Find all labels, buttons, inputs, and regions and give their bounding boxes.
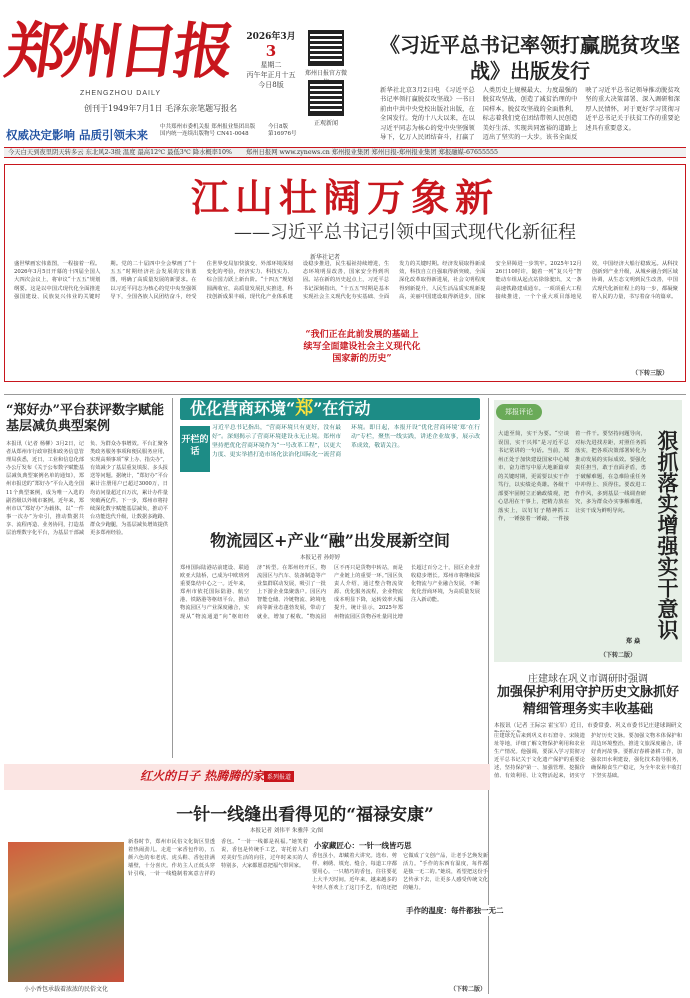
right-story2-body (494, 732, 682, 992)
date-weekday: 星期二 (260, 61, 282, 69)
masthead-founded: 创刊于1949年7月1日 毛泽东亲笔题写报名 (84, 104, 238, 113)
masthead-english: ZHENGZHOU DAILY (80, 90, 161, 97)
continued-label[interactable]: （下转三版） (632, 370, 669, 377)
photo-caption: 小小香包承载着浓浓的民俗文化 (23, 986, 108, 993)
issue-pages: 今日8版 (268, 124, 288, 130)
bottom-story-byline: 本报记者 刘伟平 朱雅萍 文/图 (250, 828, 324, 834)
right-headline[interactable]: 《习近平总书记率领打赢脱贫攻坚战》出版发行 (380, 33, 680, 83)
date-day: 3 (265, 42, 277, 60)
bottom-story-text1: 新春时节，郑州市民俗文化街区里透着热闹劲儿。走进一家香包作坊，五颜六色的布老虎、虎头鞋、香包挂满墙壁，十分喜庆。作坊主人正低头穿针引线，一针一线缝制着寓意吉祥的香包。“一针一线都是祝福。”她笑着说，香包是传统手工艺，寄托着人们对美好生活的向往，过年时来买的人特别多，大家都愿意把福气带回家。 (128, 839, 308, 878)
publication-info (160, 124, 370, 139)
weather-strip (4, 147, 686, 158)
right-headline-text: 新华社北京3月2日电 《习近平总书记率领打赢脱贫攻坚战》一书日前由中共中央党校出版社出版，在全国发行。党的十八大以来，在以习近平同志为核心的党中央坚强领导下，亿万人民团结奋斗，打赢了人类历史上规模最大、力度最强的脱贫攻坚战，创造了减贫治理的中国样本。脱贫攻坚战的全面胜利，标志着我们党在团结带领人民创造美好生活、实现共同富裕的道路上迈出了坚实的一大步。该书全面反映了习近平总书记领导推动脱贫攻坚的重大决策部署、深入调研和深厚人民情怀，对于更好学习贯彻习近平总书记关于扶贫工作的重要论述具有重要意义。 (380, 87, 680, 142)
commentary-title[interactable]: 狠抓落实增强实干意识 (655, 430, 680, 640)
qr-code-icon[interactable] (308, 80, 344, 116)
cn-number: 国内统一连续出版物号 CN41-0048 (160, 131, 249, 138)
slogan: 权威决定影响 品质引领未来 (6, 128, 149, 142)
left-story-text: 本报讯（记者 杨柳）3月2日，记者从郑州市行政审批和政务信息管理局获悉，近日，工业和信息化部办公厅发布《关于公布数字赋能基层减负典型案例名单的通知》，郑州市报送的“郑好办”平台入选全国11个典型案例，成为唯一入选的副省级以外城市案例。近年来，郑州市以“郑好办”为载体，以“一件事一次办”为牵引，推动数据共享、流程再造、业务协同，打造基层治理数字化平台，为基层干部减负、为群众办事增效。平台汇聚各类政务服务事项和便民服务应用，实现高频事项“掌上办、指尖办”，有效减少了基层重复填报、多头报送等问题。据统计，“郑好办”平台累计注册用户已超过3000万，日均访问量超过百万次，累计办件量突破两亿件。下一步，郑州市将持续深化数字赋能基层减负，推动平台功能迭代升级，让数据多跑路、群众少跑腿，为基层减负增效提供更多郑州经验。 (6, 441, 168, 537)
series-title: 红火的日子 热腾腾的家 (140, 769, 265, 783)
continued-label[interactable]: （下转二版） (600, 652, 637, 659)
masthead-logo: 郑州日报 (1, 17, 235, 87)
bottom-story-body2 (312, 852, 488, 994)
continued-label[interactable]: （下转二版） (450, 986, 487, 993)
top-story-byline: 新华社记者 (310, 254, 341, 261)
qr-label: 正观新闻 (313, 120, 338, 127)
publisher: 中共郑州市委机关报 郑州报业集团出版 (160, 124, 256, 130)
mid-story-body (180, 564, 480, 750)
mid-story-byline: 本报记者 孙婷婷 (300, 555, 341, 561)
date-box (240, 32, 302, 90)
qr-label: 郑州日报官方微 (304, 70, 347, 77)
column-intro: 习近平总书记指出，“营商环境只有更好，没有最好”。深刻揭示了营商环境建设永无止境。郑州市坚持把优化营商环境作为“一号改革工程”，以更大力度、更实举措打造市场化法治化国际化一流营商环境。即日起，本报开设“优化营商环境‘郑’在行动”专栏，聚焦一线实践，讲述企业故事，展示改革成效，敬请关注。 (212, 425, 480, 458)
date-pages: 今日8版 (258, 81, 284, 89)
print-number: 第16976号 (268, 131, 297, 138)
banner-prefix: 优化营商环境 (190, 399, 287, 418)
weather-text: 今天白天到夜里阴天转多云 东北风2-3级 温度 最高12℃ 最低3℃ 降水概率10% (8, 149, 232, 156)
mid-story-title[interactable]: 物流园区+产业“融”出发展新空间 (210, 531, 450, 550)
bottom-subhead-2: 手作的温度：每件都独一无二 (406, 906, 504, 915)
right-story2-kicker: 庄建球在巩义市调研时强调 (528, 674, 648, 685)
banner-suffix: 在行动 (322, 399, 371, 418)
series-tag: 系列报道 (264, 771, 294, 782)
left-story-title[interactable]: “郑好办”平台获评数字赋能基层减负典型案例 (6, 403, 164, 434)
top-story-text: 盛世擘画宏伟蓝图，一程接着一程。2026年3月5日开幕的十四届全国人大四次会议上，将审议“十五五”规划纲要。这是以中国式现代化全面推进强国建设、民族复兴伟业的关键时期。党的二十届四中全会擘画了“十五五”时期经济社会发展的宏伟蓝图，明确了高质量发展的新要求。在以习近平同志为核心的党中央坚强领导下，全国各族人民团结奋斗，经受住世界变局加快演变、外部环境深刻变化的考验，经济实力、科技实力、综合国力跃上新台阶。“十四五”规划圆满收官，高质量发展扎实推进，科技创新成果丰硕，现代化产业体系建设稳步推进，民生福祉持续增进，生态环境明显改善，国家安全得到巩固。站在新的历史起点上，习近平总书记深刻指出，“十五五”时期是基本实现社会主义现代化夯实基础、全面发力的关键时期。经济发展取得新成效，科技自立自强取得新突破，全面深化改革取得新进展，社会文明程度得到新提升，人民生活品质实现新提高，美丽中国建设取得新进步，国家安全屏障进一步筑牢。2025年12月26日10时许，随着一列“复兴号”智能动车组从起点站徐徐驶出，又一条高速铁路建成通车。一项项重大工程接续推进，一个个重大项目落地见效，中国经济大船行稳致远。从科技创新到产业升级，从城乡融合到区域协调，从生态文明到民生改善，中国式现代化新征程上的每一步，都凝聚着人民的力量，书写着奋斗的篇章。 (14, 261, 678, 300)
commentary-tag: 郑报评论 (496, 404, 542, 420)
top-story-subtitle: ——习近平总书记引领中国式现代化新征程 (234, 222, 576, 243)
column-tag: 开栏的话 (180, 426, 210, 472)
right-story2-title[interactable]: 加强保护利用守护历史文脉抓好精细管理务实丰收基础 (496, 685, 679, 717)
left-story-body (6, 440, 168, 760)
commentary-text: 大道至简，实干为要。“空谈误国，实干兴邦”是习近平总书记常讲的一句话。当前，郑州正处于加快建设国家中心城市、奋力谱写中原大地新篇章的关键时期，更需要以实干作笃行，以实绩论英雄。各级干部要牢固树立正确政绩观，把心思用在干事上，把精力放在落实上，以钉钉子精神抓工作，一锤接着一锤敲，一件接着一件干。要坚持问题导向，对标先进找差距，对照任务抓落实，把各项决策部署转化为推动发展的实际成效。要强化责任担当，敢于直面矛盾，勇于破解难题，在急难险重任务中冲得上、顶得住。要改进工作作风，多到基层一线调查研究，多为群众办实事解难题，让实干成为鲜明导向。 (498, 431, 646, 522)
bottom-story-title[interactable]: 一针一线缝出看得见的“福禄安康” (176, 805, 434, 825)
right-story2-text: 庄建球先后来到巩义市石窟寺、宋陵遗址等地，详细了解文物保护利用和农业生产情况。他强调，要深入学习贯彻习近平总书记关于文化遗产保护的重要论述，坚持保护第一、加强管理、挖掘价值、有效利用、让文物活起来，切实守护好历史文脉。要加强文物本体保护和周边环境整治，推进文旅深度融合，讲好黄河故事。要抓好春耕备耕工作，加强农田水利建设，强化技术指导服务，确保粮食生产稳定，为全年农业丰收打下坚实基础。 (494, 733, 682, 780)
date-lunar: 丙午年正月十五 (246, 71, 296, 79)
bottom-story-text2: 香包虽小，却藏着大讲究。选布、剪样、刺绣、填充、缝合，每道工序都要用心。一只精巧的香包，往往要花上大半天时间。近年来，越来越多的年轻人喜欢上了这门手艺，有的还把它做成了文创产品，让老手艺焕发新活力。“手作的东西有温度，每件都是独一无二的。”她说，希望把这份手艺传承下去，让更多人感受传统文化的魅力。 (312, 853, 488, 892)
bottom-subhead-1: 小家藏匠心：一针一线皆巧思 (314, 841, 412, 850)
date-year: 2026年3月 (246, 32, 296, 42)
top-story-quote: “我们正在此前发展的基础上续写全面建设社会主义现代化国家新的历史” (300, 326, 424, 374)
bottom-story-body1 (128, 838, 308, 994)
qr-code-icon[interactable] (308, 30, 344, 66)
bottom-story-photo[interactable] (8, 842, 124, 982)
commentary-author: 郑 焱 (626, 638, 641, 645)
commentary-body (498, 430, 646, 660)
right-story2-byline: 本报讯（记者 王际宗 霍宝军）近日，市委常委、巩义市委书记庄建球调研文 (494, 723, 682, 729)
top-story-title[interactable]: 江山壮阔万象新 (190, 175, 499, 220)
mid-banner: 优化营商环境“郑”在行动 (180, 398, 480, 420)
mid-story-text: 郑州国际陆港站前建设、联通欧亚大陆桥，已成为中欧班列重要集结中心之一。近年来，郑州市依托国际陆港、航空港、铁路港等枢纽平台，推动物流园区与产业深度融合，实现从“物流通道”向“枢纽经济”转型。在郑州经开区，物流园区与汽车、装备制造等产业集群联动发展，吸引了一批上下游企业集聚落户。园区内智能仓储、冷链物流、跨境电商等新业态蓬勃发展，带动了就业，增加了税收。“物流园区不再只是货物中转站，而是产业链上的重要一环。”园区负责人介绍，通过整合物流资源、优化服务流程，企业物流成本明显下降，运转效率大幅提升。统计显示，2025年郑州物流园区货物吞吐量同比增长超过百分之十，园区企业营收稳步增长。郑州市将继续深化物流与产业融合发展，不断优化营商环境，为高质量发展注入新动能。 (180, 565, 480, 620)
site-info: 郑州日报网 www.zynews.cn 郑州报业集团 郑州日报-郑州报业集团 郑报融媒-67655555 (246, 149, 499, 156)
banner-mark: 郑 (295, 398, 314, 419)
